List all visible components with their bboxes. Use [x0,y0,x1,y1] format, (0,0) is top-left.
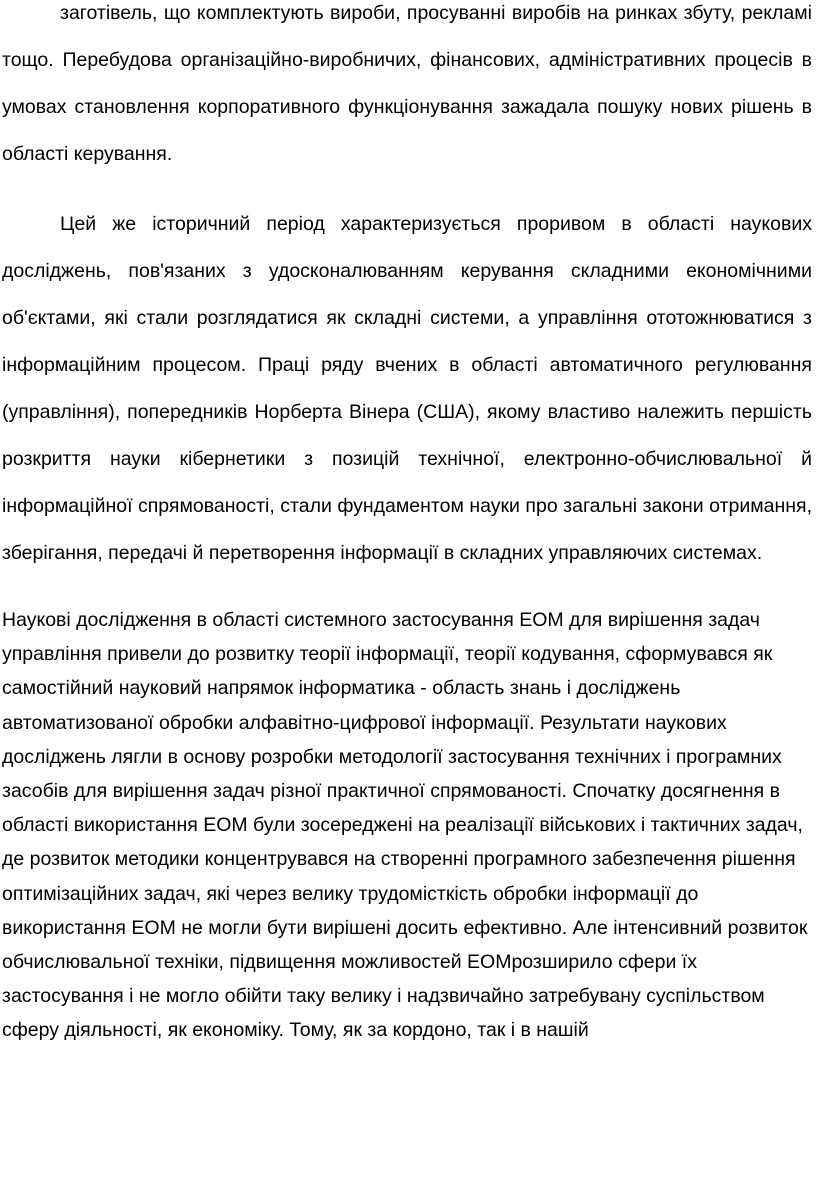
paragraph-1: заготівель, що комплектують вироби, просуванні виробів на ринках збуту, рекламі тощо. Перебудова організаційно-виробничих, фінансових, адміністративних процесів в умовах становлення корпоративного функціонування зажадала пошуку нових рішень в області керування. [2,2,812,165]
paragraph-2: Цей же історичний період характеризується проривом в області наукових досліджень, пов'язаних з удосконалюванням керування складними економічними об'єктами, які стали розглядатися як складні системи, а управління ототожнюватися з інформаційним процесом. Праці ряду вчених в області автоматичного регулювання (управління), попередників Норберта Вінера (США), якому властиво належить першість розкриття науки кібернетики з позицій технічної, електронно-обчислювальної й інформаційної спрямованості, стали фундаментом науки про загальні закони отримання, зберігання, передачі й перетворення інформації в складних управляючих системах. [2,213,812,564]
paragraph-3: Наукові дослідження в області системного застосування ЕОМ для вирішення задач управління привели до розвитку теорії інформації, теорії кодування, сформувався як самостійний науковий напрямок інформатика - область знань і досліджень автоматизованої обробки алфавітно-цифрової інформації. Результати наукових досліджень лягли в основу розробки методології застосування технічних і програмних засобів для вирішення задач різної практичної спрямованості. Спочатку досягнення в області використання ЕОМ були зосереджені на реалізації військових і тактичних задач, де розвиток методики концентрувався на створенні програмного забезпечення рішення оптимізаційних задач, які через велику трудомісткість обробки інформації до використання ЕОМ не могли бути вирішені досить ефективно. Але інтенсивний розвиток обчислювальної техніки, підвищення можливостей ЕОМрозширило сфери їх застосування і не могло обійти таку велику і надзвичайно затребувану суспільством сферу діяльності, як економіку. Тому, як за кордоно, так і в нашій [2,609,808,1042]
